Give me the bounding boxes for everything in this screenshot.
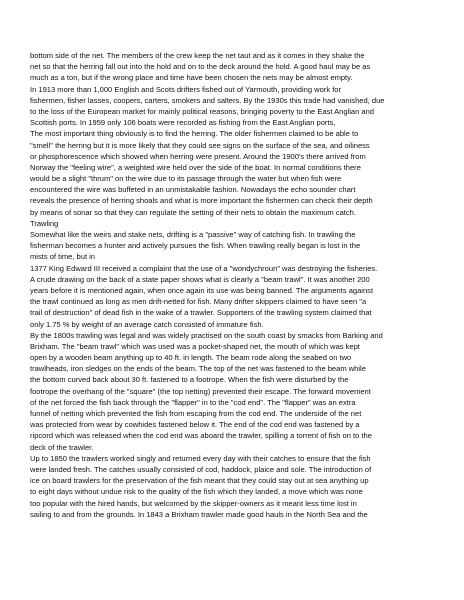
text-line: reveals the presence of herring shoals and what is more important the fishermen can check their depth: [30, 196, 373, 206]
document-page: [30, 50, 438, 520]
text-line: Scottish ports. In 1959 only 106 boats were recorded as fishing from the East Anglian ports,: [30, 118, 336, 128]
text-line: too popular with the hired hands, but welcomed by the skipper-owners as it meant less time lost in: [30, 498, 357, 508]
text-line: the trawl continued as long as men drift-netted for fish. Many drifter skippers claimed to have seen "a: [30, 297, 367, 307]
text-line: trawlheads, iron sledges on the ends of the beam. The top of the net was fastened to the beam while: [30, 364, 366, 374]
text-line: 1377 King Edward III received a complaint that the use of a "wondychroun" was destroying the fisheries.: [30, 263, 378, 273]
text-line: trail of destruction" of dead fish in the wake of a trawler. Supporters of the trawling system claimed that: [30, 308, 372, 318]
text-line: mists of time, but in: [30, 252, 96, 262]
text-line: by means of sonar so that they can regulate the setting of their nets to obtain the maximum catch.: [30, 207, 356, 217]
text-line: only 1.75 % by weight of an average catch consisted of immature fish.: [30, 319, 264, 329]
text-line: to eight days without undue risk to the quality of the fish which they landed, a move which was none: [30, 487, 363, 497]
text-line: ice on board trawlers for the preservation of the fish meant that they could stay out at sea anything up: [30, 476, 369, 486]
text-line: In 1913 more than 1,000 English and Scots drifters fished out of Yarmouth, providing work for: [30, 84, 341, 94]
text-line: fishermen, fisher lasses, coopers, carters, smokers and salters. By the 1930s this trade had vanished, due: [30, 95, 385, 105]
text-line: or phosphorescence which showed when herring were present. Around the 1900's there arrived from: [30, 151, 366, 161]
text-line: to the loss of the European market for mainly political reasons, bringing poverty to the East Anglian and: [30, 106, 374, 116]
text-line: "smell" the herring but it is more likely that they could see signs on the surface of the sea, and oiliness: [30, 140, 370, 150]
text-line: was protected from wear by cowhides fastened below it. The end of the cod end was fastened by a: [30, 420, 360, 430]
text-line: encountered the wire was buffeted in an unmistakable fashion. Nowadays the echo sounder chart: [30, 185, 356, 195]
text-line: A crude drawing on the back of a state paper shows what is clearly a "beam trawl". It was another 200: [30, 274, 370, 284]
text-line: open by a wooden beam anything up to 40 ft. in length. The beam rode along the seabed on two: [30, 353, 352, 363]
text-line: years before it is mentioned again, when once again its use was being banned. The arguments against: [30, 285, 374, 295]
text-line: Up to 1850 the trawlers worked singly and returned every day with their catches to ensure that the fish: [30, 453, 371, 463]
text-line: footrope the overhang of the "square" (the top netting) prevented their escape. The forward movement: [30, 386, 371, 396]
text-line: the bottom curved back about 30 ft. fastened to a footrope. When the fish were disturbed by the: [30, 375, 349, 385]
section-heading: Trawling: [30, 218, 59, 228]
text-line: were landed fresh. The catches usually consisted of cod, haddock, plaice and sole. The introduction of: [30, 464, 372, 474]
text-line: net so that the herring fall out into the hold and on to the deck around the hold. A good haul may be as: [30, 62, 371, 72]
text-line: sailing to and from the grounds. In 1843 a Brixham trawler made good hauls in the North Sea and the: [30, 509, 368, 519]
text-line: bottom side of the net. The members of the crew keep the net taut and as it comes in they shake the: [30, 51, 365, 60]
text-line: of the net forced the fish back through the "flapper" in to the "cod end". The "flapper" was an extra: [30, 397, 356, 407]
text-line: would be a slight "thrum" on the wire due to its passage through the water but when fish were: [30, 174, 342, 184]
text-line: funnel of netting which prevented the fish from escaping from the cod end. The underside of the net: [30, 409, 362, 418]
text-line: Brixham. The "beam trawl" which was used was a pocket-shaped net, the mouth of which was kept: [30, 341, 360, 351]
text-line: ripcord which was released when the cod end was aboard the trawler, spilling a torrent of fish on to the: [30, 431, 372, 441]
text-line: deck of the trawler.: [30, 442, 94, 452]
text-line: Norway the "feeling wire", a weighted wire held over the side of the boat. In normal conditions there: [30, 162, 361, 172]
text-line: fisherman becomes a hunter and actively pursues the fish. When trawling really began is lost in the: [30, 241, 361, 251]
text-line: Somewhat like the weirs and stake nets, drifting is a "passive" way of catching fish. In trawling the: [30, 230, 356, 239]
text-line: By the 1800s trawling was legal and was widely practised on the south coast by smacks from Barking and: [30, 330, 383, 340]
text-line: The most important thing obviously is to find the herring. The older fishermen claimed to be able to: [30, 129, 359, 139]
text-line: much as a ton, but if the wrong place and time have been chosen the nets may be almost empty.: [30, 73, 353, 83]
